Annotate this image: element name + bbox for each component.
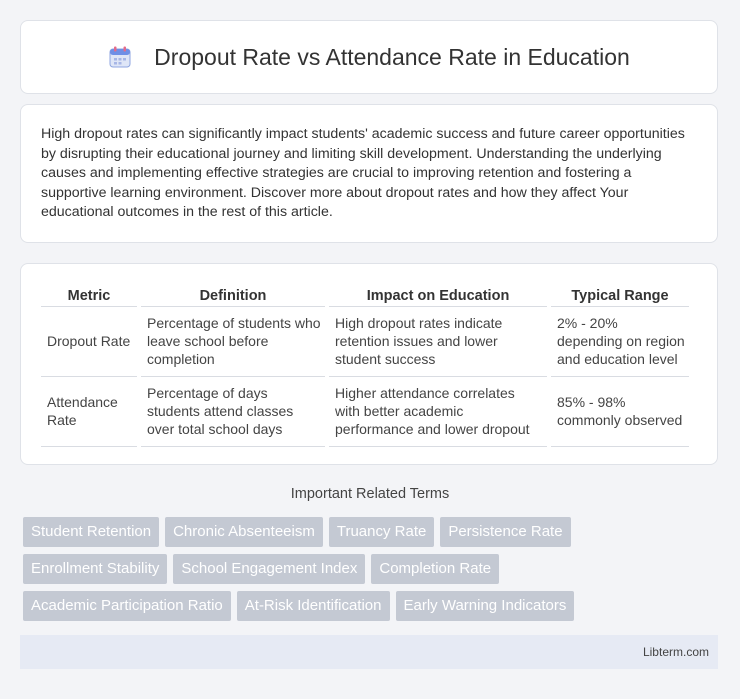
table-cell-metric: Attendance Rate bbox=[41, 377, 137, 447]
table-cell-definition: Percentage of students who leave school before completion bbox=[141, 307, 325, 377]
table-cell-definition: Percentage of days students attend classes over total school days bbox=[141, 377, 325, 447]
table-header-row bbox=[41, 284, 689, 307]
tag-early-warning-indicators[interactable]: Early Warning Indicators bbox=[396, 591, 575, 621]
tag-truancy-rate[interactable]: Truancy Rate bbox=[329, 517, 434, 547]
tag-row bbox=[23, 517, 723, 547]
table-cell-range: 85% - 98% commonly observed bbox=[551, 377, 689, 447]
tag-row bbox=[23, 591, 723, 621]
tag-row bbox=[23, 554, 723, 584]
footer bbox=[20, 635, 718, 669]
footer-site-link[interactable]: Libterm.com bbox=[642, 645, 709, 659]
related-terms-list bbox=[23, 517, 723, 628]
table-cell-impact: Higher attendance correlates with better academic performance and lower dropout bbox=[329, 377, 547, 447]
table-card bbox=[20, 263, 718, 465]
related-terms-heading: Important Related Terms bbox=[290, 486, 450, 502]
tag-enrollment-stability[interactable]: Enrollment Stability bbox=[23, 554, 167, 584]
column-header-range: Typical Range bbox=[551, 284, 689, 307]
tag-at-risk-identification[interactable]: At-Risk Identification bbox=[237, 591, 390, 621]
table-cell-impact: High dropout rates indicate retention issues and lower student success bbox=[329, 307, 547, 377]
table-cell-metric: Dropout Rate bbox=[41, 307, 137, 377]
table-row bbox=[41, 307, 689, 377]
tag-completion-rate[interactable]: Completion Rate bbox=[371, 554, 499, 584]
tag-persistence-rate[interactable]: Persistence Rate bbox=[440, 517, 570, 547]
tag-student-retention[interactable]: Student Retention bbox=[23, 517, 159, 547]
title-card bbox=[20, 20, 718, 94]
page-title: Dropout Rate vs Attendance Rate in Education bbox=[154, 43, 630, 70]
tag-academic-participation-ratio[interactable]: Academic Participation Ratio bbox=[23, 591, 231, 621]
column-header-definition: Definition bbox=[141, 284, 325, 307]
calendar-icon bbox=[108, 45, 132, 69]
tag-chronic-absenteeism[interactable]: Chronic Absenteeism bbox=[165, 517, 323, 547]
comparison-table bbox=[37, 284, 693, 447]
intro-text: High dropout rates can significantly impact students' academic success and future career opportunities by disrupting their educational journey and limiting skill development. Understanding the underlying causes and implementing effective strategies are crucial to improving retention and fostering a supportive learning environment. Discover more about dropout rates and how they affect Your educational outcomes in the rest of this article. bbox=[41, 126, 685, 221]
table-cell-range: 2% - 20% depending on region and education level bbox=[551, 307, 689, 377]
intro-card bbox=[20, 104, 718, 243]
tag-school-engagement-index[interactable]: School Engagement Index bbox=[173, 554, 365, 584]
column-header-metric: Metric bbox=[41, 284, 137, 307]
column-header-impact: Impact on Education bbox=[329, 284, 547, 307]
table-row bbox=[41, 377, 689, 447]
